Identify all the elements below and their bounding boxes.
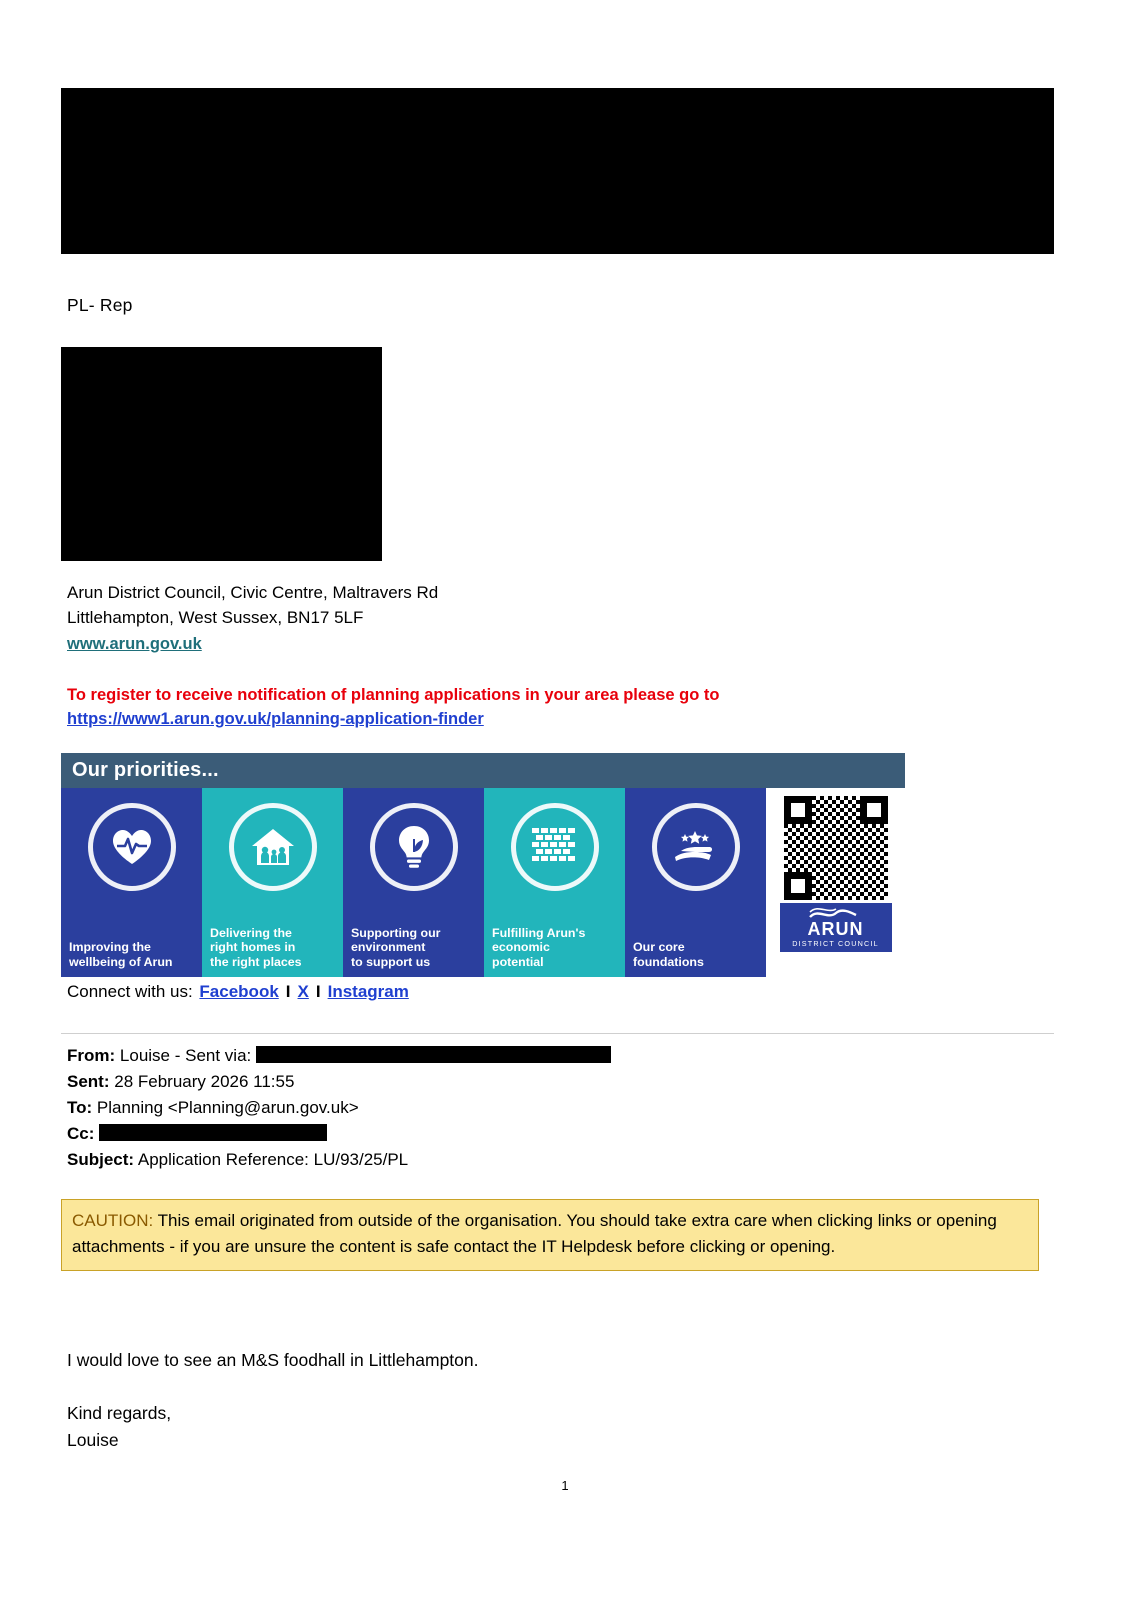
lightbulb-leaf-icon [370,803,458,891]
hand-star-icon [652,803,740,891]
register-notification-block [67,683,947,731]
council-website-link[interactable]: www.arun.gov.uk [67,635,202,653]
priority-card-environment [343,788,484,977]
sent-value: 28 February 2026 11:55 [114,1072,295,1091]
caution-text: This email originated from outside of the organisation. You should take extra care when clicking links or opening attachments - if you are unsure the content is safe contact the IT Helpdesk before clicking or opening. [72,1211,997,1256]
logo-subtitle: DISTRICT COUNCIL [792,939,879,948]
email-header-block [67,1043,1027,1173]
facebook-link[interactable]: Facebook [199,982,279,1001]
cc-label: Cc: [67,1124,95,1143]
address-line-1: Arun District Council, Civic Centre, Maltravers Rd [67,583,439,602]
register-text: To register to receive notification of planning applications in your area please go to [67,686,720,704]
link-separator: I [315,982,321,1001]
x-link[interactable]: X [297,982,309,1001]
priority-card-economic [484,788,625,977]
subject-label: Subject: [67,1150,135,1169]
priority-label: Improving the wellbeing of Arun [69,940,173,969]
link-separator: I [285,982,291,1001]
redaction-block-header [61,88,1054,254]
grid-bricks-icon [511,803,599,891]
priority-label: Supporting our environment to support us [351,925,441,969]
our-priorities-banner [61,753,905,977]
connect-with-us [67,982,411,1002]
header-row-to [67,1095,1027,1121]
priority-card-wellbeing [61,788,202,977]
banner-columns [61,788,905,977]
sent-label: Sent: [67,1072,110,1091]
priority-card-foundations [625,788,766,977]
signoff-line: Kind regards, [67,1403,172,1423]
from-value: Louise - Sent via: [119,1046,252,1065]
header-row-from [67,1043,1027,1069]
connect-label: Connect with us: [67,982,193,1001]
heart-pulse-icon [88,803,176,891]
subject-value: Application Reference: LU/93/25/PL [137,1150,409,1169]
page-number: 1 [561,1478,569,1493]
priority-label: Delivering the right homes in the right places [210,925,302,969]
address-line-2: Littlehampton, West Sussex, BN17 5LF [67,608,364,627]
planning-application-finder-link[interactable]: https://www1.arun.gov.uk/planning-application-finder [67,710,484,728]
redaction-block-from [256,1046,611,1063]
header-row-subject [67,1147,1027,1173]
header-divider [61,1033,1054,1034]
email-body: I would love to see an M&S foodhall in Littlehampton. [67,1350,479,1370]
redaction-block-cc [99,1124,327,1141]
email-signoff [67,1400,171,1454]
redaction-block-signature [61,347,382,561]
caution-banner [61,1199,1039,1271]
to-label: To: [67,1098,93,1117]
qr-logo-column [766,788,905,977]
priority-card-homes [202,788,343,977]
logo-name: ARUN [807,919,864,939]
sender-name: Louise [67,1430,119,1450]
header-row-cc [67,1121,1027,1147]
header-row-sent [67,1069,1027,1095]
banner-title: Our priorities... [72,759,219,781]
to-value: Planning <Planning@arun.gov.uk> [96,1098,359,1117]
caution-label: CAUTION: [72,1211,154,1230]
house-family-icon [229,803,317,891]
priority-label: Our core foundations [633,940,704,969]
arun-wave-logo-icon [780,906,892,920]
instagram-link[interactable]: Instagram [327,982,409,1001]
priority-label: Fulfilling Arun's economic potential [492,925,586,969]
council-address-block [67,580,438,657]
arun-district-council-logo [780,903,892,952]
pl-rep-label: PL- Rep [67,295,133,315]
from-label: From: [67,1046,116,1065]
qr-code-icon[interactable] [784,796,888,900]
